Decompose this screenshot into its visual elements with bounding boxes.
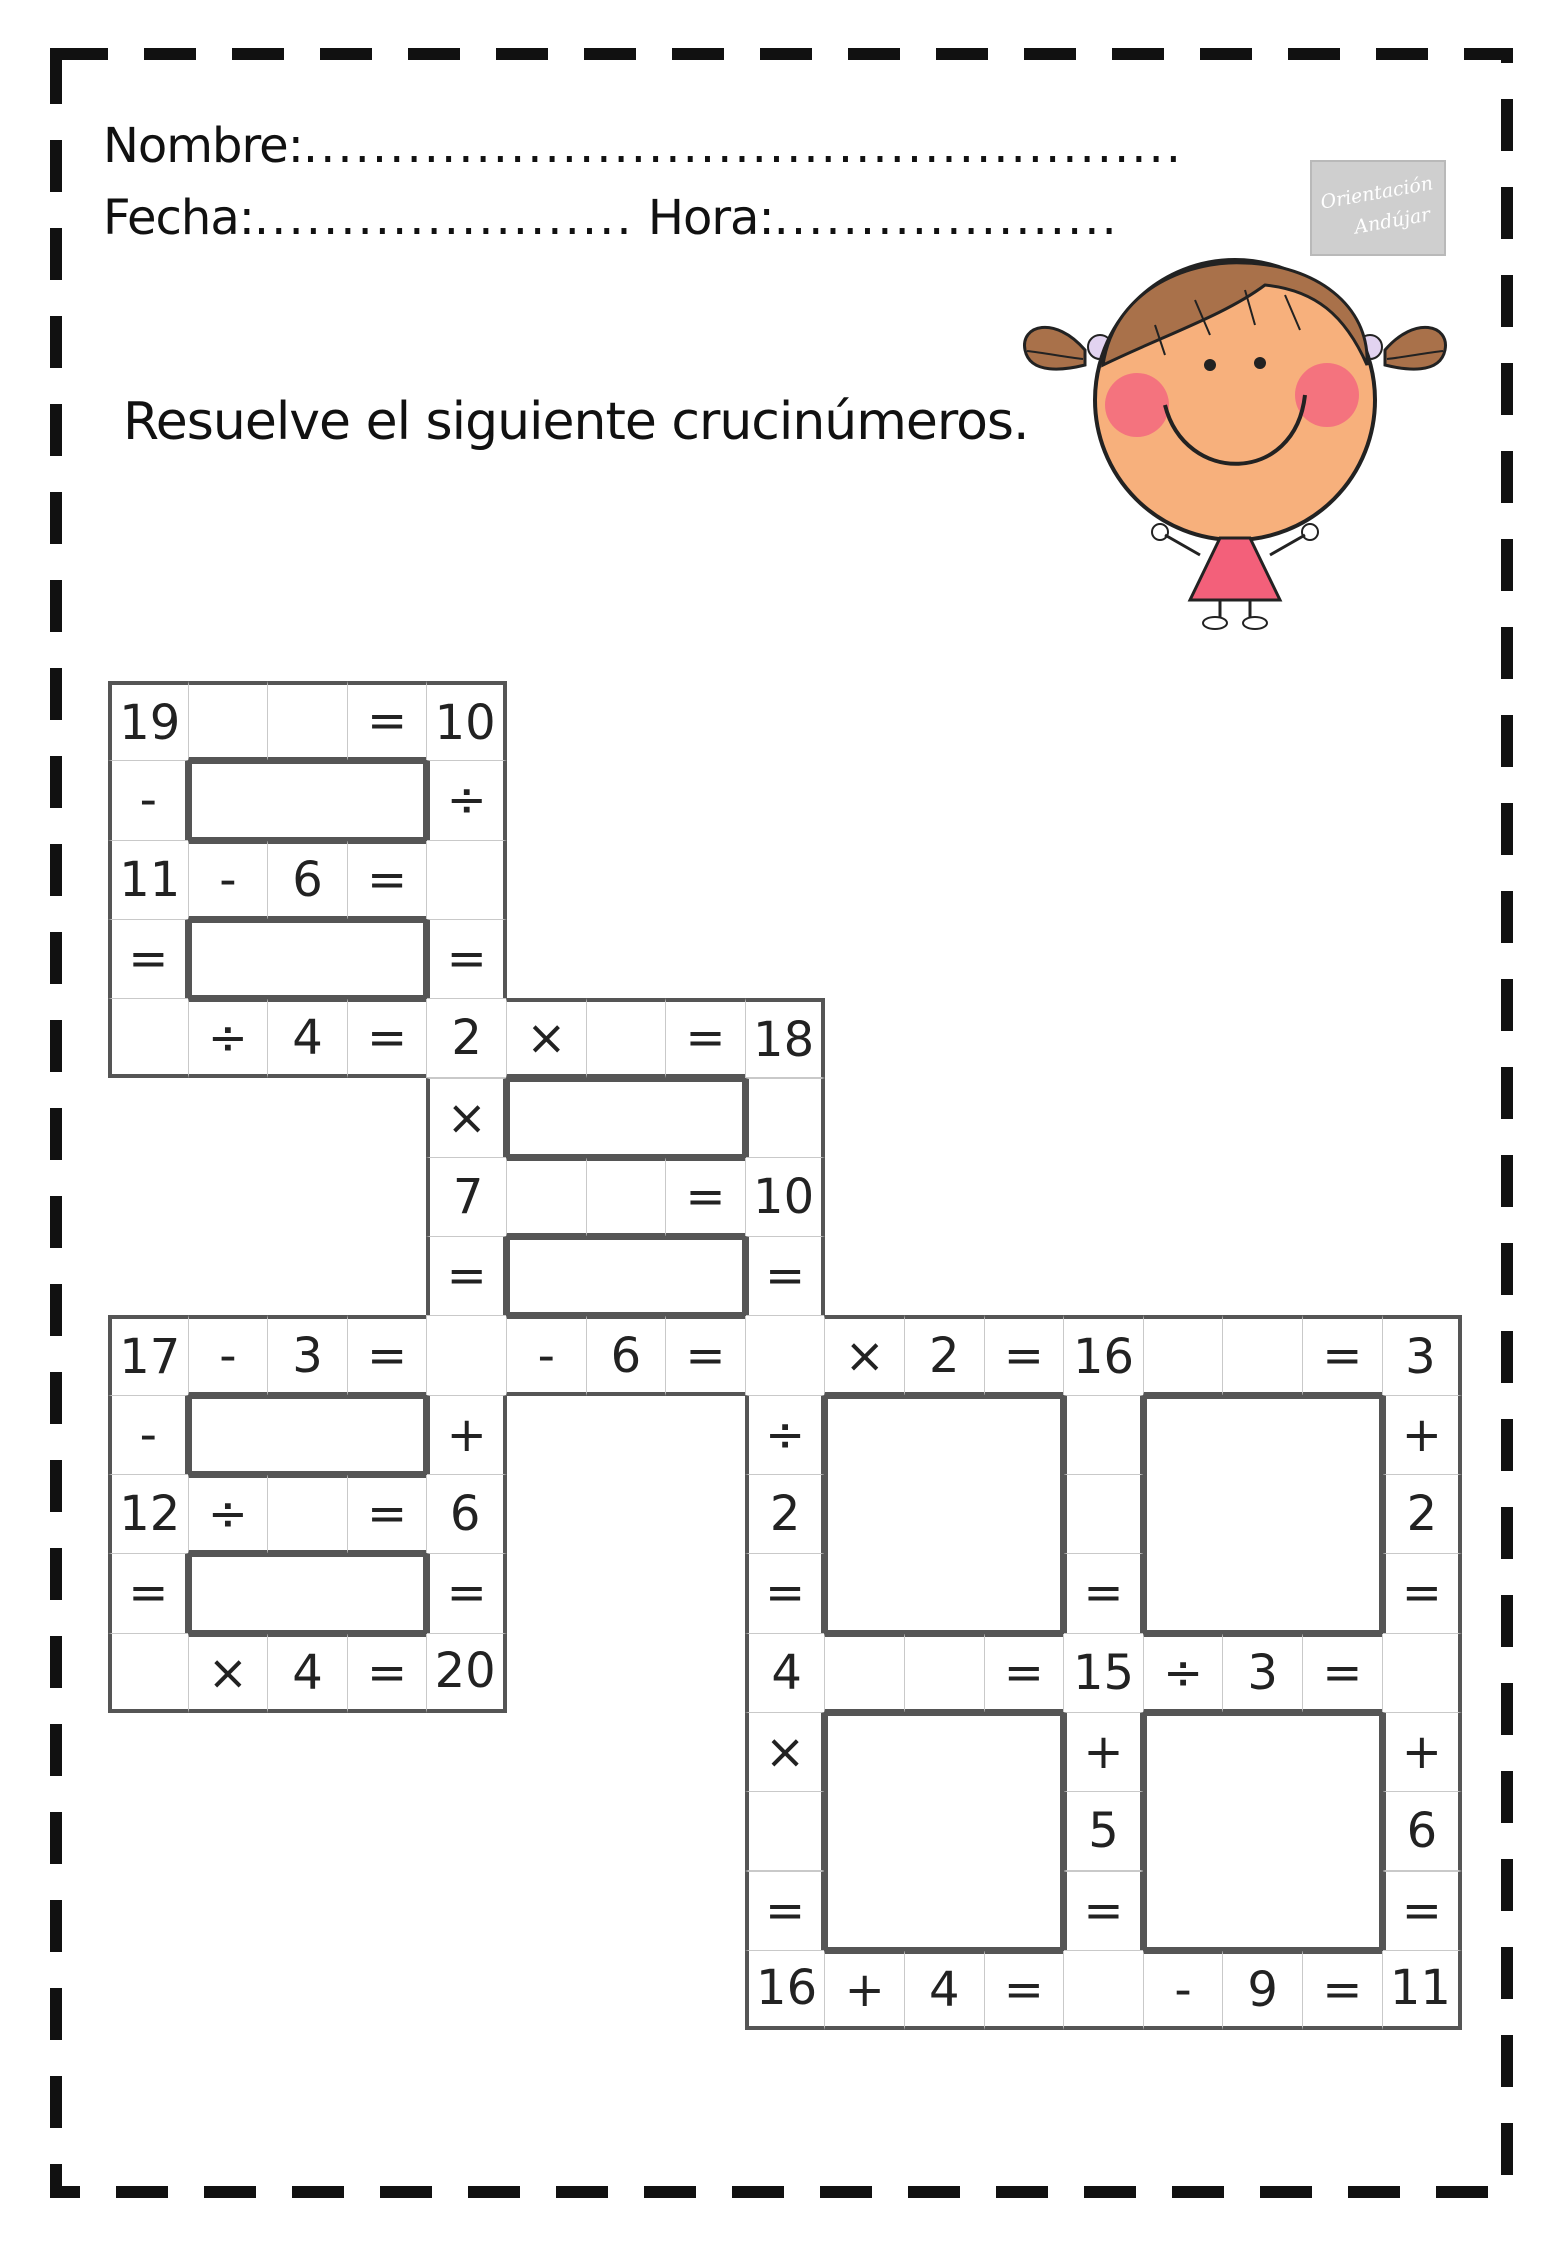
grid-cell: - xyxy=(188,840,269,920)
grid-blank-block xyxy=(188,1395,428,1475)
grid-cell: 4 xyxy=(267,998,348,1078)
grid-cell: × xyxy=(824,1315,905,1395)
grid-cell: 18 xyxy=(745,998,826,1078)
grid-cell[interactable] xyxy=(745,1315,826,1395)
grid-cell[interactable] xyxy=(267,681,348,761)
grid-cell[interactable] xyxy=(586,1157,667,1237)
grid-cell: = xyxy=(347,998,428,1078)
instruction-text: Resuelve el siguiente crucinúmeros. xyxy=(123,392,1029,452)
grid-cell[interactable] xyxy=(108,998,189,1078)
grid-cell: 17 xyxy=(108,1315,189,1395)
grid-cell: = xyxy=(984,1633,1065,1713)
grid-cell[interactable] xyxy=(426,1315,507,1395)
grid-cell: 20 xyxy=(426,1633,507,1713)
grid-cell[interactable] xyxy=(1063,1474,1144,1554)
grid-cell: = xyxy=(347,681,428,761)
grid-cell: 6 xyxy=(267,840,348,920)
grid-cell[interactable] xyxy=(108,1633,189,1713)
grid-blank-block xyxy=(188,760,428,840)
grid-cell: = xyxy=(1063,1553,1144,1633)
grid-cell: × xyxy=(506,998,587,1078)
grid-cell: 4 xyxy=(267,1633,348,1713)
grid-cell: 16 xyxy=(745,1950,826,2030)
grid-cell: = xyxy=(426,1236,507,1316)
grid-cell: + xyxy=(1063,1712,1144,1792)
grid-cell[interactable] xyxy=(1143,1315,1224,1395)
name-dots: ................................................... xyxy=(302,118,1184,174)
grid-cell[interactable] xyxy=(426,840,507,920)
grid-cell: = xyxy=(347,1633,428,1713)
grid-cell: = xyxy=(984,1315,1065,1395)
grid-cell: = xyxy=(1302,1633,1383,1713)
grid-blank-block xyxy=(188,919,428,999)
time-label: Hora: xyxy=(647,190,774,246)
grid-cell[interactable] xyxy=(745,1791,826,1871)
grid-cell[interactable] xyxy=(1063,1395,1144,1475)
grid-cell: 16 xyxy=(1063,1315,1144,1395)
grid-cell: 5 xyxy=(1063,1791,1144,1871)
grid-cell: 6 xyxy=(586,1315,667,1395)
grid-cell: 11 xyxy=(108,840,189,920)
grid-cell: 4 xyxy=(904,1950,985,2030)
grid-cell: = xyxy=(1302,1950,1383,2030)
grid-cell: ÷ xyxy=(1143,1633,1224,1713)
grid-cell: ÷ xyxy=(745,1395,826,1475)
grid-cell: = xyxy=(1382,1871,1463,1951)
grid-cell: × xyxy=(745,1712,826,1792)
grid-cell: 6 xyxy=(1382,1791,1463,1871)
grid-cell: - xyxy=(1143,1950,1224,2030)
grid-cell: = xyxy=(347,840,428,920)
grid-blank-block xyxy=(188,1553,428,1633)
logo-line2: Andújar xyxy=(1352,203,1432,239)
grid-cell: 11 xyxy=(1382,1950,1463,2030)
grid-cell: 15 xyxy=(1063,1633,1144,1713)
grid-cell: 10 xyxy=(426,681,507,761)
grid-cell: + xyxy=(824,1950,905,2030)
grid-blank-block xyxy=(824,1712,1064,1951)
grid-cell: - xyxy=(188,1315,269,1395)
grid-cell: - xyxy=(108,760,189,840)
time-dots: .................... xyxy=(773,190,1119,246)
grid-blank-block xyxy=(1143,1395,1383,1634)
grid-cell: 10 xyxy=(745,1157,826,1237)
grid-cell[interactable] xyxy=(904,1633,985,1713)
grid-cell: = xyxy=(426,919,507,999)
grid-cell: + xyxy=(1382,1395,1463,1475)
grid-cell: 3 xyxy=(1222,1633,1303,1713)
grid-cell: 2 xyxy=(426,998,507,1078)
grid-cell: = xyxy=(1302,1315,1383,1395)
grid-cell[interactable] xyxy=(1063,1950,1144,2030)
grid-cell: ÷ xyxy=(188,1474,269,1554)
grid-blank-block xyxy=(506,1078,746,1158)
grid-cell: 19 xyxy=(108,681,189,761)
name-label: Nombre: xyxy=(103,118,303,174)
grid-cell: = xyxy=(1063,1871,1144,1951)
grid-cell: - xyxy=(506,1315,587,1395)
grid-cell: = xyxy=(1382,1553,1463,1633)
grid-cell: 4 xyxy=(745,1633,826,1713)
grid-cell: = xyxy=(108,919,189,999)
grid-cell[interactable] xyxy=(745,1078,826,1158)
grid-cell: = xyxy=(984,1950,1065,2030)
grid-cell[interactable] xyxy=(824,1633,905,1713)
grid-cell[interactable] xyxy=(188,681,269,761)
grid-cell: 3 xyxy=(1382,1315,1463,1395)
grid-cell: × xyxy=(188,1633,269,1713)
grid-cell[interactable] xyxy=(267,1474,348,1554)
grid-cell: = xyxy=(665,1315,746,1395)
grid-cell[interactable] xyxy=(586,998,667,1078)
grid-cell: × xyxy=(426,1078,507,1158)
grid-blank-block xyxy=(824,1395,1064,1634)
grid-cell: = xyxy=(347,1474,428,1554)
grid-cell[interactable] xyxy=(506,1157,587,1237)
grid-cell: 2 xyxy=(904,1315,985,1395)
grid-cell: = xyxy=(665,1157,746,1237)
grid-cell: - xyxy=(108,1395,189,1475)
grid-cell: = xyxy=(745,1871,826,1951)
logo-line1: Orientación xyxy=(1318,172,1435,214)
date-dots: ...................... xyxy=(253,190,634,246)
grid-cell: 6 xyxy=(426,1474,507,1554)
grid-cell: = xyxy=(665,998,746,1078)
grid-cell: = xyxy=(745,1553,826,1633)
grid-cell: 7 xyxy=(426,1157,507,1237)
grid-cell: 2 xyxy=(1382,1474,1463,1554)
grid-cell[interactable] xyxy=(1382,1633,1463,1713)
grid-cell: + xyxy=(1382,1712,1463,1792)
grid-cell: = xyxy=(745,1236,826,1316)
grid-cell[interactable] xyxy=(1222,1315,1303,1395)
grid-cell: 9 xyxy=(1222,1950,1303,2030)
date-label: Fecha: xyxy=(103,190,254,246)
grid-cell: 12 xyxy=(108,1474,189,1554)
grid-cell: = xyxy=(108,1553,189,1633)
grid-blank-block xyxy=(506,1236,746,1316)
grid-cell: ÷ xyxy=(426,760,507,840)
grid-cell: ÷ xyxy=(188,998,269,1078)
grid-blank-block xyxy=(1143,1712,1383,1951)
grid-cell: 2 xyxy=(745,1474,826,1554)
grid-cell: 3 xyxy=(267,1315,348,1395)
grid-cell: + xyxy=(426,1395,507,1475)
grid-cell: = xyxy=(426,1553,507,1633)
grid-cell: = xyxy=(347,1315,428,1395)
